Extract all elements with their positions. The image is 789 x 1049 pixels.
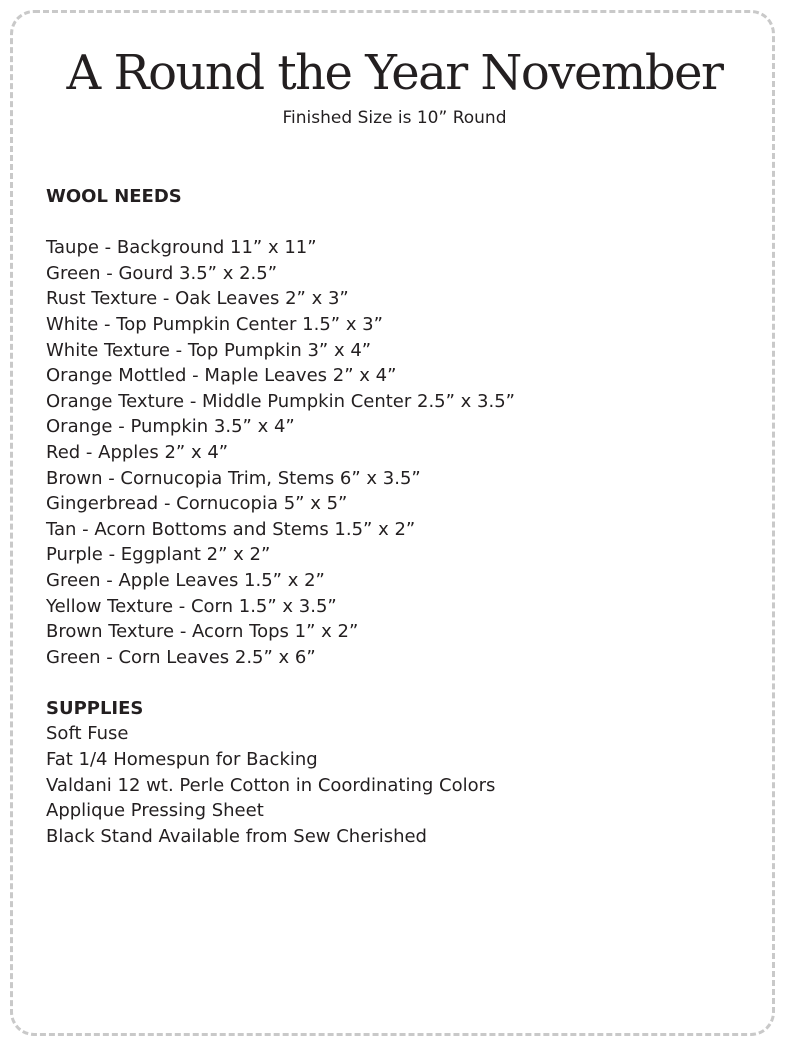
wool-item: Green - Apple Leaves 1.5” x 2” xyxy=(46,569,325,591)
supplies-list xyxy=(46,721,766,849)
wool-item: Taupe - Background 11” x 11” xyxy=(46,237,317,259)
wool-item: Brown - Cornucopia Trim, Stems 6” x 3.5” xyxy=(46,467,421,489)
finished-size-subtitle: Finished Size is 10” Round xyxy=(282,108,507,128)
wool-item: Green - Corn Leaves 2.5” x 6” xyxy=(46,646,316,668)
wool-item: Orange Texture - Middle Pumpkin Center 2.5” x 3.5” xyxy=(46,390,516,412)
supply-item: Fat 1/4 Homespun for Backing xyxy=(46,749,318,771)
wool-item: Red - Apples 2” x 4” xyxy=(46,441,229,463)
supply-item: Applique Pressing Sheet xyxy=(46,800,264,822)
wool-item: Purple - Eggplant 2” x 2” xyxy=(46,544,271,566)
wool-item: Orange Mottled - Maple Leaves 2” x 4” xyxy=(46,365,397,387)
wool-needs-heading: WOOL NEEDS xyxy=(46,186,182,207)
wool-item: White - Top Pumpkin Center 1.5” x 3” xyxy=(46,313,383,335)
wool-item: Tan - Acorn Bottoms and Stems 1.5” x 2” xyxy=(46,518,416,540)
section-spacer xyxy=(46,670,766,696)
wool-needs-list xyxy=(46,235,766,670)
wool-item: Gingerbread - Cornucopia 5” x 5” xyxy=(46,493,348,515)
supply-item: Valdani 12 wt. Perle Cotton in Coordinating Colors xyxy=(46,774,496,796)
supply-item: Black Stand Available from Sew Cherished xyxy=(46,825,427,847)
section-spacer xyxy=(46,210,766,236)
supply-item: Soft Fuse xyxy=(46,723,129,745)
wool-item: Brown Texture - Acorn Tops 1” x 2” xyxy=(46,621,359,643)
wool-item: Rust Texture - Oak Leaves 2” x 3” xyxy=(46,288,349,310)
wool-item: Orange - Pumpkin 3.5” x 4” xyxy=(46,416,295,438)
wool-item: Yellow Texture - Corn 1.5” x 3.5” xyxy=(46,595,337,617)
wool-item: White Texture - Top Pumpkin 3” x 4” xyxy=(46,339,372,361)
wool-item: Green - Gourd 3.5” x 2.5” xyxy=(46,262,278,284)
supplies-heading: SUPPLIES xyxy=(46,697,144,719)
page-title: A Round the Year November xyxy=(66,45,723,101)
materials-content xyxy=(46,184,766,849)
